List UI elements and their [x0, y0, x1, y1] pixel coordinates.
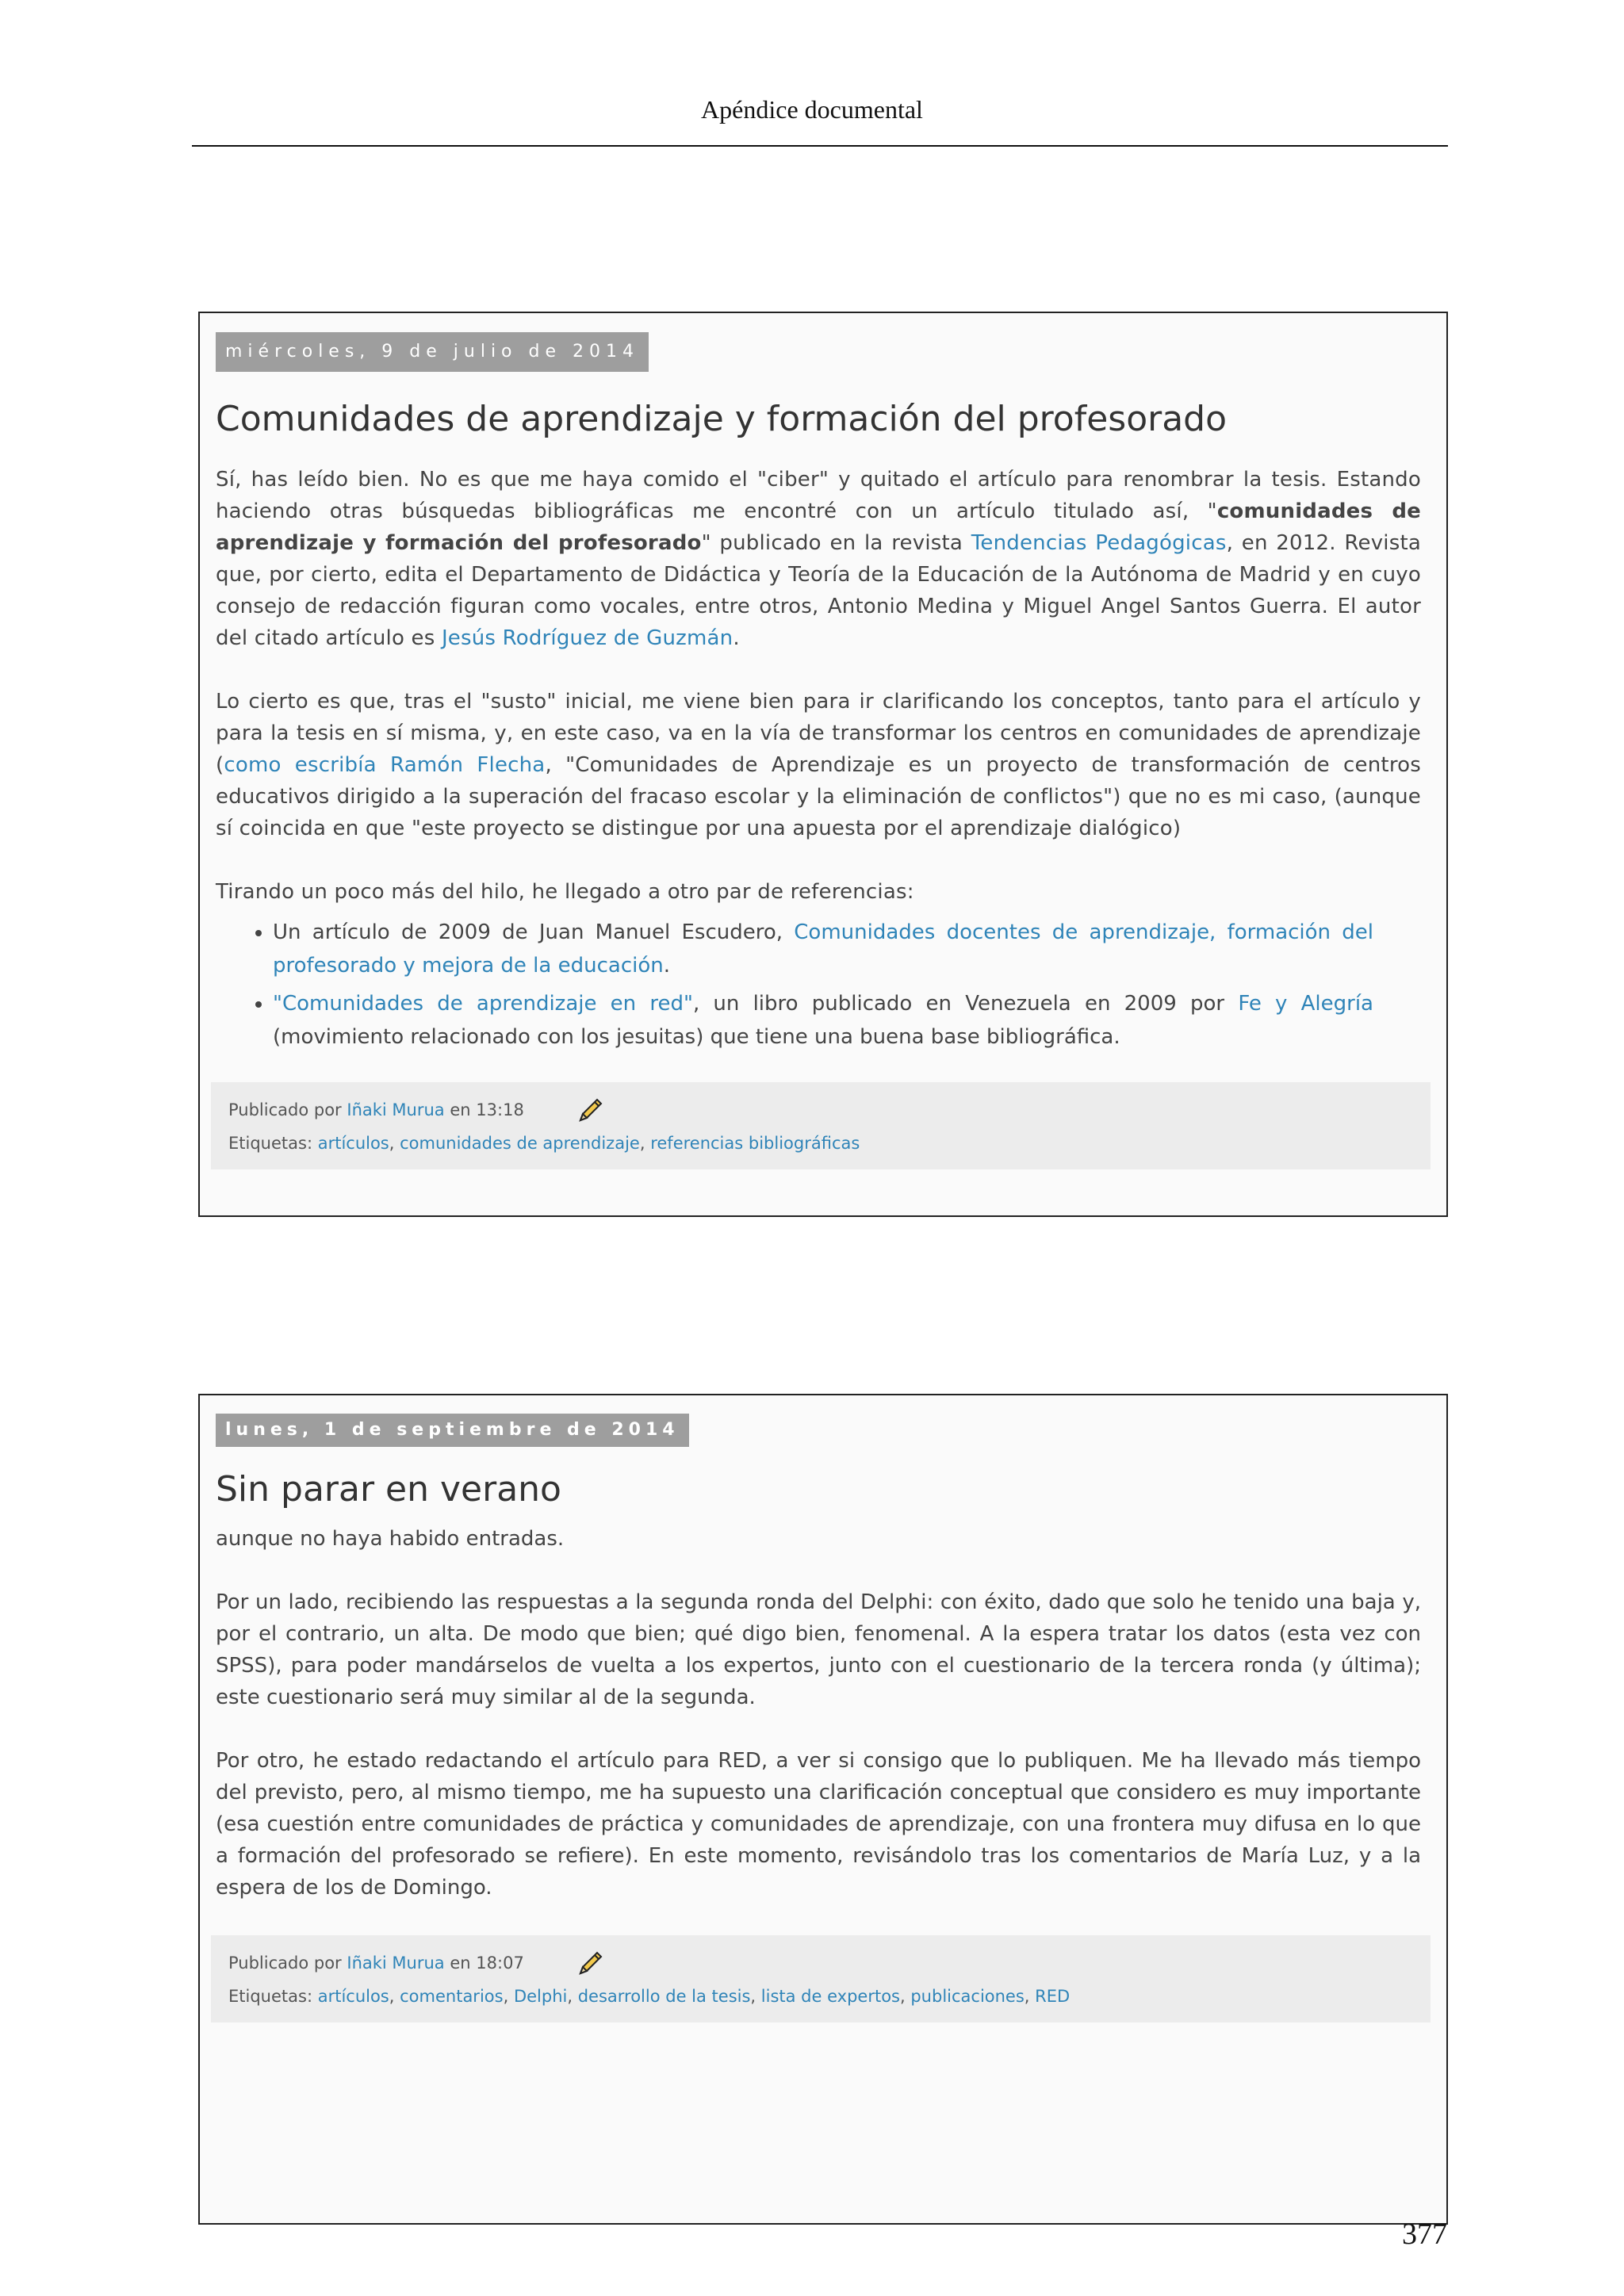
post-byline	[228, 1093, 1413, 1127]
header-rule	[192, 145, 1448, 147]
post-paragraph	[216, 464, 1421, 654]
bold-text: comunidades de aprendizaje y formación del profesorado	[216, 499, 1421, 555]
list-item	[273, 987, 1421, 1054]
at-label: en	[450, 1100, 471, 1119]
published-by-label: Publicado por	[228, 1100, 342, 1119]
post-byline	[228, 1946, 1413, 1980]
post-paragraph	[216, 686, 1421, 844]
post-time-link[interactable]: 18:07	[476, 1954, 524, 1973]
link-jesus-rodriguez[interactable]: Jesús Rodríguez de Guzmán	[441, 626, 733, 650]
tag-link[interactable]: lista de expertos	[760, 1987, 900, 2006]
tag-link[interactable]: desarrollo de la tesis	[577, 1987, 751, 2006]
author-link[interactable]: Iñaki Murua	[347, 1954, 445, 1973]
post-paragraph: aunque no haya habido entradas.	[216, 1527, 565, 1551]
tag-link[interactable]: RED	[1035, 1987, 1071, 2006]
post-paragraph: Por otro, he estado redactando el artículo para RED, a ver si consigo que lo publiquen. Me ha llevado más tiempo del previsto, pero, al mismo tiempo, me ha supuesto una clarificación conceptual que considero es muy importante (esa cuestión entre comunidades de práctica y comunidades de aprendizaje, con una frontera muy difusa en lo que a formación del profesorado se refiere). En este momento, revisándolo tras los comentarios de María Luz, y a la espera de los de Domingo.	[216, 1749, 1421, 1900]
list-item	[273, 916, 1421, 982]
post-time-link[interactable]: 13:18	[476, 1100, 524, 1119]
text-run: Un artículo de 2009 de Juan Manuel Escudero,	[273, 920, 795, 944]
text-run: , un libro publicado en Venezuela en 2009 por	[692, 992, 1239, 1016]
post-title[interactable]: Sin parar en verano	[216, 1469, 561, 1510]
tag-link[interactable]: artículos	[317, 1987, 389, 2006]
tag-link[interactable]: artículos	[317, 1134, 389, 1153]
text-run: Lo cierto es que, tras el "susto" inicial, me viene bien para ir clarificando los conceptos, tanto para el artículo y para la tesis en sí misma, y, en este caso, va en la vía de transformar los centros en comunidades de aprendizaje (	[216, 690, 1421, 777]
post-title[interactable]: Comunidades de aprendizaje y formación del profesorado	[216, 399, 1228, 439]
tags-label: Etiquetas:	[228, 1134, 313, 1153]
post-footer	[211, 1935, 1431, 2022]
pencil-icon[interactable]	[576, 1096, 604, 1125]
blog-post-screenshot	[198, 312, 1448, 1217]
text-run: " publicado en la revista	[701, 531, 971, 555]
published-by-label: Publicado por	[228, 1954, 342, 1973]
tag-link[interactable]: comentarios	[400, 1987, 504, 2006]
text-run: , "Comunidades de Aprendizaje es un proyecto de transformación de centros educativos dirigido a la superación del fracaso escolar y la eliminación de conflictos") que no es mi caso, (aunque sí coincida en que "este proyecto se distingue por una apuesta por el aprendizaje dialógico)	[216, 753, 1421, 840]
post-date: miércoles, 9 de julio de 2014	[216, 332, 649, 372]
post-footer	[211, 1082, 1431, 1169]
link-ramon-flecha[interactable]: como escribía Ramón Flecha	[224, 753, 546, 777]
link-comunidades-en-red[interactable]: "Comunidades de aprendizaje en red"	[273, 992, 693, 1016]
tag-link[interactable]: referencias bibliográficas	[650, 1134, 860, 1153]
reference-list	[216, 916, 1421, 1054]
tag-link[interactable]: comunidades de aprendizaje	[400, 1134, 640, 1153]
text-run: (movimiento relacionado con los jesuitas) que tiene una buena base bibliográfica.	[273, 1025, 1120, 1049]
tag-link[interactable]: Delphi	[513, 1987, 568, 2006]
text-run: .	[663, 954, 670, 978]
running-head: Apéndice documental	[701, 95, 923, 124]
page-number: 377	[1402, 2218, 1447, 2251]
link-tendencias-pedagogicas[interactable]: Tendencias Pedagógicas	[971, 531, 1227, 555]
text-run: .	[733, 626, 740, 650]
post-tags: Etiquetas: artículos, comentarios, Delphi, desarrollo de la tesis, lista de expertos, publicaciones, RED	[228, 1987, 1071, 2006]
author-link[interactable]: Iñaki Murua	[347, 1100, 445, 1119]
pencil-icon[interactable]	[576, 1950, 604, 1978]
blog-post-screenshot	[198, 1394, 1448, 2225]
post-paragraph: Tirando un poco más del hilo, he llegado a otro par de referencias:	[216, 880, 914, 904]
post-date: lunes, 1 de septiembre de 2014	[216, 1414, 689, 1447]
post-paragraph: Por un lado, recibiendo las respuestas a la segunda ronda del Delphi: con éxito, dado que solo he tenido una baja y, por el contrario, un alta. De modo que bien; qué digo bien, fenomenal. A la espera tratar los datos (esta vez con SPSS), para poder mandárselos de vuelta a los expertos, junto con el cuestionario de la tercera ronda (y última); este cuestionario será muy similar al de la segunda.	[216, 1590, 1421, 1709]
link-escudero-article[interactable]: Comunidades docentes de aprendizaje, formación del profesorado y mejora de la educación	[273, 920, 1374, 978]
tag-link[interactable]: publicaciones	[910, 1987, 1025, 2006]
post-tags: Etiquetas: artículos, comunidades de aprendizaje, referencias bibliográficas	[228, 1134, 860, 1153]
text-run: , en 2012. Revista que, por cierto, edita el Departamento de Didáctica y Teoría de la Educación de la Autónoma de Madrid y en cuyo consejo de redacción figuran como vocales, entre otros, Antonio Medina y Miguel Angel Santos Guerra. El autor del citado artículo es	[216, 531, 1421, 650]
text-run: Sí, has leído bien. No es que me haya comido el "ciber" y quitado el artículo para renombrar la tesis. Estando haciendo otras búsquedas bibliográficas me encontré con un artículo titulado así, "	[216, 468, 1421, 523]
link-fe-y-alegria[interactable]: Fe y Alegría	[1238, 992, 1373, 1016]
at-label: en	[450, 1954, 471, 1973]
tags-label: Etiquetas:	[228, 1987, 313, 2006]
